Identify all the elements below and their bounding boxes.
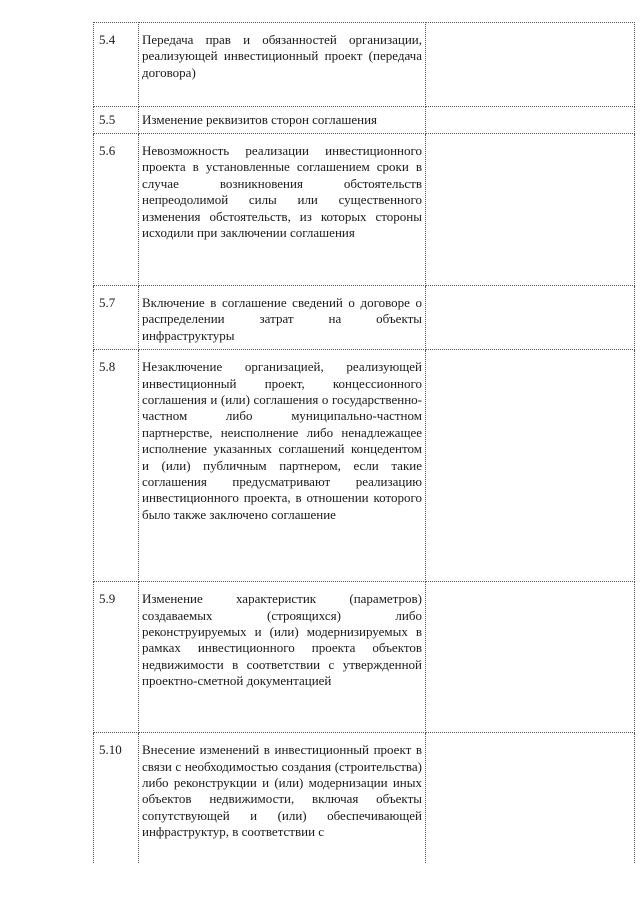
empty-cell xyxy=(426,23,635,107)
empty-cell xyxy=(426,107,635,134)
row-number: 5.8 xyxy=(94,350,139,582)
empty-cell xyxy=(426,134,635,286)
table-row xyxy=(94,134,635,286)
row-text: Включение в соглашение сведений о договоре о распределении затрат на объекты инфраструктуры xyxy=(139,286,426,350)
empty-cell xyxy=(426,582,635,733)
table-row xyxy=(94,582,635,733)
row-number: 5.6 xyxy=(94,134,139,286)
row-number: 5.9 xyxy=(94,582,139,733)
empty-cell xyxy=(426,733,635,863)
row-text: Передача прав и обязанностей организации, реализующей инвестиционный проект (передача договора) xyxy=(139,23,426,107)
row-number: 5.4 xyxy=(94,23,139,107)
table-row xyxy=(94,23,635,107)
conditions-table xyxy=(93,22,635,863)
table-row xyxy=(94,350,635,582)
row-number: 5.5 xyxy=(94,107,139,134)
empty-cell xyxy=(426,350,635,582)
empty-cell xyxy=(426,286,635,350)
table-row xyxy=(94,107,635,134)
row-text: Незаключение организацией, реализующей инвестиционный проект, концессионного соглашения и (или) соглашения о государственно-частном либо муниципально-частном партнерстве, неисполнение либо ненадлежащее исполнение указанных соглашений концедентом и (или) публичным партнером, если такие соглашения предусматривают реализацию инвестиционного проекта, в отношении которого было также заключено соглашение xyxy=(139,350,426,582)
row-number: 5.7 xyxy=(94,286,139,350)
row-text: Невозможность реализации инвестиционного проекта в установленные соглашением сроки в случае возникновения обстоятельств непреодолимой силы или существенного изменения обстоятельств, из которых стороны исходили при заключении соглашения xyxy=(139,134,426,286)
row-number: 5.10 xyxy=(94,733,139,863)
row-text: Изменение характеристик (параметров) создаваемых (строящихся) либо реконструируемых и (или) модернизируемых в рамках инвестиционного проекта объектов недвижимости в соответствии с утвержденной проектно-сметной документацией xyxy=(139,582,426,733)
row-text: Изменение реквизитов сторон соглашения xyxy=(139,107,426,134)
table-row xyxy=(94,733,635,863)
row-text: Внесение изменений в инвестиционный проект в связи с необходимостью создания (строительства) либо реконструкции и (или) модернизации иных объектов недвижимости, включая объекты сопутствующей и (или) обеспечивающей инфраструктур, в соответствии с xyxy=(139,733,426,863)
table-row xyxy=(94,286,635,350)
